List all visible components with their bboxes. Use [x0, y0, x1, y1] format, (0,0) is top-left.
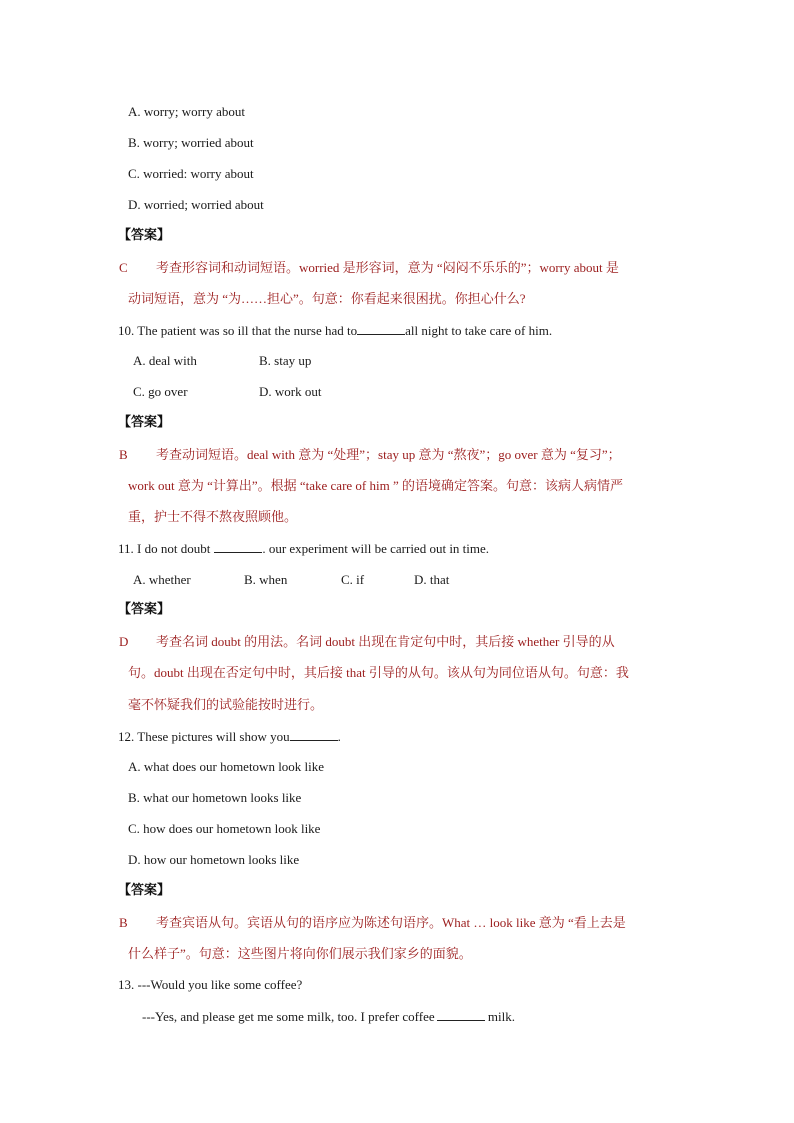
question-10-stem-start: 10. The patient was so ill that the nurse had to: [118, 323, 358, 338]
explanation-12-line1: 考查宾语从句。宾语从句的语序应为陈述句语序。What … look like 意为 “看上去是: [156, 915, 626, 930]
question-13-line2-start: ---Yes, and please get me some milk, too. I prefer coffee: [142, 1009, 435, 1024]
answer-letter-10: B: [119, 447, 128, 462]
q10-option-d: D. work out: [259, 384, 322, 399]
answer-letter-12: B: [119, 915, 128, 930]
question-10-stem: [118, 322, 552, 339]
question-11-stem-start: 11. I do not doubt: [118, 541, 211, 556]
explanation-10-line3: 重，护士不得不熬夜照顾他。: [128, 509, 298, 524]
explanation-9-line1: 考查形容词和动词短语。worried 是形容词，意为 “闷闷不乐乐的”；worry about 是: [156, 260, 619, 275]
q9-option-a: A. worry; worry about: [128, 104, 245, 119]
explanation-12-line2: 什么样子”。句意：这些图片将向你们展示我们家乡的面貌。: [128, 946, 472, 961]
q10-option-c: C. go over: [133, 384, 188, 399]
q9-option-d: D. worried; worried about: [128, 197, 264, 212]
answer-heading-12: 【答案】: [118, 883, 171, 898]
answer-letter-9: C: [119, 260, 128, 275]
answer-heading-11: 【答案】: [118, 602, 171, 617]
question-13-line1: 13. ---Would you like some coffee?: [118, 977, 303, 992]
q9-option-c: C. worried: worry about: [128, 166, 254, 181]
q11-option-d: D. that: [414, 572, 450, 587]
question-10-stem-end: all night to take care of him.: [405, 323, 553, 338]
explanation-9-line2: 动词短语，意为 “为……担心”。句意：你看起来很困扰。你担心什么?: [128, 291, 526, 306]
explanation-10-line2: work out 意为 “计算出”。根据 “take care of him ” 的语境确定答案。句意：该病人病情严: [128, 478, 624, 493]
q11-option-a: A. whether: [133, 572, 191, 587]
question-11-blank: [214, 540, 262, 553]
q12-option-b: B. what our hometown looks like: [128, 790, 302, 805]
question-13-line2: [142, 1008, 515, 1025]
q10-option-b: B. stay up: [259, 353, 312, 368]
question-13-line2-end: milk.: [484, 1009, 515, 1024]
q11-option-b: B. when: [244, 572, 288, 587]
question-13-blank: [437, 1008, 485, 1021]
question-11-stem: [118, 540, 489, 557]
answer-heading-9: 【答案】: [118, 228, 171, 243]
q12-option-d: D. how our hometown looks like: [128, 852, 300, 867]
question-12-stem-end: .: [337, 729, 341, 744]
explanation-11-line1: 考查名词 doubt 的用法。名词 doubt 出现在肯定句中时，其后接 whether 引导的从: [156, 634, 615, 649]
question-12-stem: [118, 728, 341, 745]
q9-option-b: B. worry; worried about: [128, 135, 254, 150]
question-10-blank: [357, 322, 405, 335]
q12-option-a: A. what does our hometown look like: [128, 759, 325, 774]
q10-option-a: A. deal with: [133, 353, 197, 368]
question-11-stem-end: . our experiment will be carried out in time.: [262, 541, 490, 556]
explanation-10-line1: 考查动词短语。deal with 意为 “处理”；stay up 意为 “熬夜”；go over 意为 “复习”；: [156, 447, 621, 462]
q11-option-c: C. if: [341, 572, 365, 587]
q12-option-c: C. how does our hometown look like: [128, 821, 321, 836]
question-12-blank: [290, 728, 338, 741]
answer-heading-10: 【答案】: [118, 415, 171, 430]
explanation-11-line2: 句。doubt 出现在否定句中时，其后接 that 引导的从句。该从句为同位语从句。句意：我: [128, 665, 629, 680]
explanation-11-line3: 毫不怀疑我们的试验能按时进行。: [128, 697, 324, 712]
question-12-stem-start: 12. These pictures will show you: [118, 729, 290, 744]
answer-letter-11: D: [119, 634, 129, 649]
